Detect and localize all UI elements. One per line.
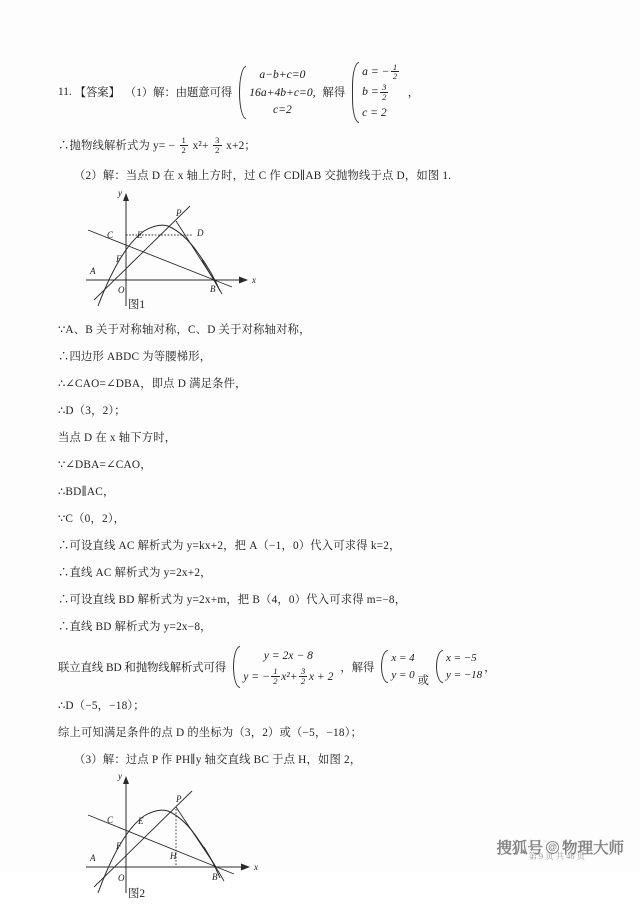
- figure1-x-label: x: [252, 274, 256, 285]
- figure1-origin-label: O: [118, 284, 125, 295]
- figure2-point-H: H: [170, 851, 177, 862]
- figure-2-wrapper: [58, 771, 588, 909]
- figure2-point-A: A: [90, 853, 96, 864]
- reason-line: ∴∠CAO=∠DBA，即点 D 满足条件，: [58, 377, 247, 390]
- eq-right-c: c = 2: [362, 105, 387, 119]
- answer-line-1: [58, 62, 588, 123]
- eq-left-1: a−b+c=0: [259, 68, 306, 81]
- watermark-account-label: 物理大师: [561, 840, 624, 857]
- reason-line: ∵A、B 关于对称轴对称，C、D 关于对称轴对称，: [58, 323, 311, 336]
- solution-trailing: ，: [484, 661, 496, 674]
- parabola-prefix: ∴抛物线解析式为 y= −: [58, 139, 176, 152]
- fraction-three-halves: $\frac{3}{2}$: [215, 135, 220, 156]
- conclusion-line: ∴D（−5，−18）；: [58, 699, 145, 712]
- reason-line: 当点 D 在 x 轴下方时，: [58, 431, 177, 444]
- solve-eq-1: y = 2x − 8: [263, 648, 313, 662]
- brace-icon: [381, 650, 388, 683]
- equation-system-left: [239, 66, 315, 119]
- part1-prefix: （1）解：由题意可得: [124, 87, 233, 100]
- fraction-half: $\frac{1}{2}$: [392, 61, 398, 82]
- brace-icon: [436, 650, 443, 683]
- solution-b-y: y = −18: [445, 668, 483, 681]
- at-icon: @: [546, 841, 559, 854]
- solution-set-b: [436, 650, 482, 683]
- solve-lead: 联立直线 BD 和抛物线解析式可得: [58, 661, 227, 674]
- figure-1-caption: 图1: [128, 298, 146, 311]
- brace-icon: [352, 62, 359, 123]
- page-number: 第 9 页 共 46 页: [528, 852, 585, 861]
- solve-eq-2: y = − $\frac{1}{2}$ x²+ $\frac{3}{2}$ x + 2: [243, 666, 334, 687]
- simultaneous-solve-row: [58, 646, 588, 688]
- problem-number: 11.: [58, 86, 72, 99]
- figure-2-graph: [80, 771, 295, 899]
- part1-connector: 解得: [322, 87, 346, 100]
- fraction-half: $\frac{1}{2}$: [181, 135, 187, 156]
- figure1-point-E: E: [137, 229, 143, 240]
- document-content: [58, 62, 588, 913]
- figure1-point-F: F: [116, 253, 122, 264]
- brace-icon: [233, 646, 240, 688]
- solve-connector: ，解得: [340, 661, 375, 674]
- figure1-y-label: y: [118, 187, 122, 198]
- eq-right-b: b = $\frac{3}{2}$: [362, 81, 387, 102]
- parabola-equation-line: [58, 137, 588, 156]
- figure2-point-C: C: [107, 815, 114, 826]
- solve-system: [233, 646, 333, 688]
- figure-1-wrapper: [58, 188, 588, 316]
- figure-2-caption: 图2: [128, 888, 146, 901]
- eq-right-a: a = − $\frac{1}{2}$: [362, 61, 398, 82]
- solution-a-x: x = 4: [391, 652, 415, 665]
- equation-system-right: [352, 62, 401, 123]
- part1-trailing: ，: [407, 87, 419, 100]
- part2-body: [58, 322, 588, 637]
- answer-tag: 【答案】: [74, 87, 120, 100]
- figure1-point-C: C: [107, 229, 114, 240]
- watermark-platform-label: 搜狐号: [496, 840, 543, 857]
- figure2-point-F: F: [116, 841, 122, 852]
- figure1-point-B: B: [210, 283, 216, 294]
- reason-line: ∴直线 AC 解析式为 y=2x+2，: [58, 566, 212, 579]
- figure1-point-P: P: [176, 207, 182, 218]
- eq-left-3: c=2: [272, 103, 292, 117]
- reason-line: ∵C（0，2），: [58, 512, 126, 525]
- figure2-origin-label: O: [118, 873, 125, 884]
- part2-intro: （2）解：当点 D 在 x 轴上方时，过 C 作 CD∥AB 交抛物线于点 D，如图 1.: [74, 170, 452, 183]
- solution-or: 或: [417, 674, 429, 687]
- figure1-point-D: D: [197, 227, 204, 238]
- figure2-point-B: B: [212, 872, 218, 883]
- solution-set-a: [381, 650, 414, 683]
- conclusion-line: 综上可知满足条件的点 D 的坐标为（3，2）或（−5，−18）；: [58, 726, 363, 739]
- reason-line: ∴可设直线 AC 解析式为 y=kx+2，把 A（−1，0）代入可求得 k=2，: [58, 539, 401, 552]
- eq-left-2: 16a+4b+c=0,: [249, 85, 316, 99]
- reason-line: ∴四边形 ABDC 为等腰梯形，: [58, 350, 212, 363]
- fraction-half: $\frac{1}{2}$: [273, 666, 278, 687]
- reason-line: ∵∠DBA=∠CAO，: [58, 458, 152, 471]
- parabola-mid: x²+: [192, 139, 209, 152]
- reason-line: ∴可设直线 BD 解析式为 y=2x+m，把 B（4，0）代入可求得 m=−8，: [58, 593, 407, 606]
- solution-b-x: x = −5: [445, 652, 477, 665]
- solution-a-y: y = 0: [391, 668, 415, 681]
- reason-line: ∴BD∥AC，: [58, 485, 115, 498]
- fraction-three-halves: $\frac{3}{2}$: [382, 81, 387, 102]
- part3-intro: （3）解：过点 P 作 PH∥y 轴交直线 BC 于点 H，如图 2，: [74, 753, 362, 766]
- reason-line: ∴D（3，2）；: [58, 404, 126, 417]
- figure1-point-A: A: [90, 265, 96, 276]
- parabola-suffix: x+2；: [226, 139, 256, 152]
- figure2-x-label: x: [254, 862, 258, 873]
- brace-icon: [239, 66, 246, 119]
- figure2-y-label: y: [118, 771, 122, 782]
- figure2-point-E: E: [138, 816, 144, 827]
- fraction-three-halves: $\frac{3}{2}$: [301, 666, 306, 687]
- figure-1-graph: [80, 188, 290, 310]
- figure2-point-P: P: [176, 794, 182, 805]
- reason-line: ∴直线 BD 解析式为 y=2x−8，: [58, 620, 212, 633]
